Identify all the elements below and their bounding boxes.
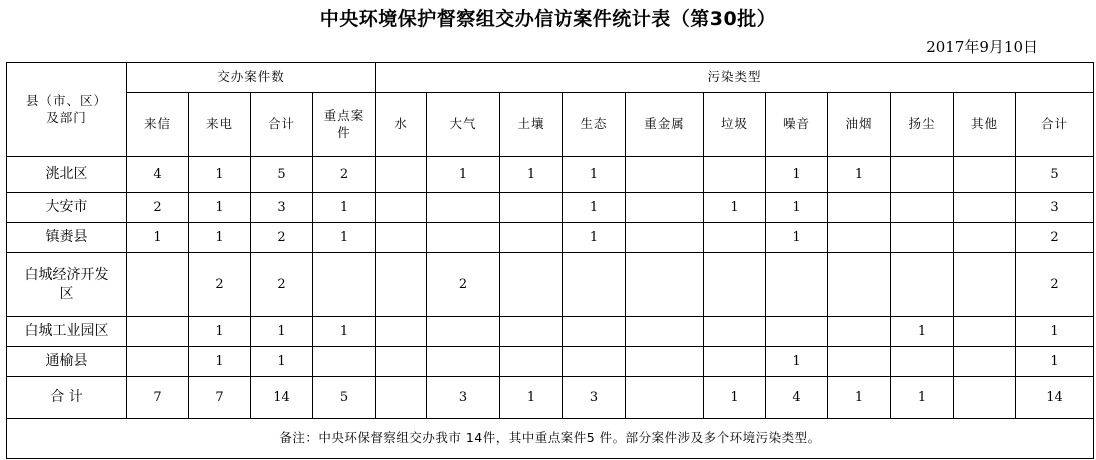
table-cell: 1	[127, 223, 189, 253]
table-cell: 2	[251, 253, 313, 317]
statistics-table	[6, 62, 1094, 459]
table-cell	[427, 317, 500, 347]
table-cell: 1	[189, 157, 251, 193]
group-header-cases: 交办案件数	[127, 63, 376, 93]
table-cell	[828, 253, 891, 317]
table-row	[7, 347, 1094, 377]
table-cell	[828, 317, 891, 347]
table-cell	[626, 317, 704, 347]
col-header-case-1: 来电	[189, 93, 251, 157]
table-row	[7, 193, 1094, 223]
table-cell	[954, 347, 1016, 377]
table-cell	[376, 317, 427, 347]
row-label: 白城经济开发区	[7, 253, 127, 317]
col-header-pollution-1: 大气	[427, 93, 500, 157]
table-cell	[704, 157, 766, 193]
table-cell: 1	[766, 223, 828, 253]
col-header-case-0: 来信	[127, 93, 189, 157]
col-header-pollution-8: 扬尘	[891, 93, 954, 157]
table-cell: 2	[127, 193, 189, 223]
row-label: 白城工业园区	[7, 317, 127, 347]
table-cell	[891, 157, 954, 193]
row-label: 洮北区	[7, 157, 127, 193]
table-cell: 1	[251, 317, 313, 347]
table-cell	[828, 347, 891, 377]
table-cell: 4	[766, 377, 828, 419]
col-header-pollution-2: 土壤	[500, 93, 563, 157]
table-cell: 5	[313, 377, 376, 419]
table-cell: 1	[313, 223, 376, 253]
table-cell: 1	[189, 193, 251, 223]
table-cell	[376, 377, 427, 419]
table-cell: 7	[189, 377, 251, 419]
table-cell	[954, 317, 1016, 347]
table-cell: 1	[766, 157, 828, 193]
table-cell	[376, 157, 427, 193]
table-cell: 1	[704, 193, 766, 223]
table-cell	[828, 223, 891, 253]
table-cell	[891, 347, 954, 377]
table-cell	[954, 223, 1016, 253]
table-cell	[954, 253, 1016, 317]
table-cell: 2	[313, 157, 376, 193]
table-cell: 1	[891, 317, 954, 347]
col-header-pollution-6: 噪音	[766, 93, 828, 157]
table-cell: 14	[1016, 377, 1094, 419]
table-cell: 1	[828, 157, 891, 193]
table-row	[7, 253, 1094, 317]
row-label: 合 计	[7, 377, 127, 419]
table-cell: 1	[500, 157, 563, 193]
table-cell	[376, 223, 427, 253]
table-cell: 1	[427, 157, 500, 193]
table-cell: 1	[500, 377, 563, 419]
table-cell: 2	[1016, 253, 1094, 317]
group-header-pollution: 污染类型	[376, 63, 1094, 93]
table-cell	[766, 317, 828, 347]
table-cell: 1	[189, 317, 251, 347]
table-cell: 3	[563, 377, 626, 419]
table-cell	[626, 223, 704, 253]
table-row	[7, 157, 1094, 193]
table-cell: 3	[427, 377, 500, 419]
table-cell: 2	[189, 253, 251, 317]
table-cell: 1	[766, 347, 828, 377]
table-cell	[427, 223, 500, 253]
row-label: 镇赉县	[7, 223, 127, 253]
table-cell	[376, 193, 427, 223]
table-cell	[954, 377, 1016, 419]
table-cell	[500, 347, 563, 377]
table-cell	[891, 193, 954, 223]
table-cell: 3	[251, 193, 313, 223]
table-cell	[376, 253, 427, 317]
col-header-case-3: 重点案件	[313, 93, 376, 157]
table-cell: 1	[828, 377, 891, 419]
col-header-pollution-3: 生态	[563, 93, 626, 157]
row-label: 大安市	[7, 193, 127, 223]
table-cell	[563, 347, 626, 377]
corner-header: 县（市、区）及部门	[7, 63, 127, 157]
row-label: 通榆县	[7, 347, 127, 377]
table-cell: 1	[313, 317, 376, 347]
table-cell	[427, 347, 500, 377]
table-cell	[891, 253, 954, 317]
table-cell	[704, 347, 766, 377]
table-cell	[500, 317, 563, 347]
table-cell: 1	[313, 193, 376, 223]
table-cell: 2	[1016, 223, 1094, 253]
table-cell: 4	[127, 157, 189, 193]
table-cell	[127, 253, 189, 317]
col-header-pollution-0: 水	[376, 93, 427, 157]
table-cell: 14	[251, 377, 313, 419]
table-cell: 2	[427, 253, 500, 317]
page-title: 中央环境保护督察组交办信访案件统计表（第30批）	[319, 8, 777, 30]
table-cell	[626, 253, 704, 317]
table-cell: 2	[251, 223, 313, 253]
table-row	[7, 317, 1094, 347]
table-cell: 7	[127, 377, 189, 419]
table-cell	[127, 347, 189, 377]
footnote: 备注：中央环保督察组交办我市 14件，其中重点案件5 件。部分案件涉及多个环境污染类型。	[7, 419, 1094, 459]
col-header-pollution-9: 其他	[954, 93, 1016, 157]
table-cell: 1	[563, 193, 626, 223]
table-cell	[891, 223, 954, 253]
table-cell: 5	[1016, 157, 1094, 193]
col-header-pollution-10: 合计	[1016, 93, 1094, 157]
table-cell	[626, 347, 704, 377]
table-cell	[500, 223, 563, 253]
table-cell	[704, 223, 766, 253]
table-cell	[626, 377, 704, 419]
table-row	[7, 223, 1094, 253]
table-cell: 1	[563, 223, 626, 253]
table-cell	[704, 253, 766, 317]
col-header-pollution-4: 重金属	[626, 93, 704, 157]
table-cell	[704, 317, 766, 347]
table-cell: 1	[189, 347, 251, 377]
table-cell: 1	[766, 193, 828, 223]
col-header-pollution-7: 油烟	[828, 93, 891, 157]
table-cell	[127, 317, 189, 347]
table-cell	[500, 193, 563, 223]
table-cell	[954, 157, 1016, 193]
table-cell	[626, 157, 704, 193]
table-cell	[954, 193, 1016, 223]
report-date: 2017年9月10日	[926, 38, 1038, 56]
col-header-case-2: 合计	[251, 93, 313, 157]
table-cell: 1	[1016, 347, 1094, 377]
table-cell	[766, 253, 828, 317]
table-row	[7, 377, 1094, 419]
table-cell: 1	[563, 157, 626, 193]
table-cell	[427, 193, 500, 223]
table-cell	[626, 193, 704, 223]
table-cell	[828, 193, 891, 223]
table-cell: 5	[251, 157, 313, 193]
table-cell: 1	[891, 377, 954, 419]
table-cell	[500, 253, 563, 317]
table-cell: 1	[251, 347, 313, 377]
table-cell: 1	[189, 223, 251, 253]
table-cell: 1	[1016, 317, 1094, 347]
table-cell	[376, 347, 427, 377]
table-cell	[313, 347, 376, 377]
table-cell	[313, 253, 376, 317]
table-cell: 1	[704, 377, 766, 419]
table-cell	[563, 253, 626, 317]
table-cell	[563, 317, 626, 347]
col-header-pollution-5: 垃圾	[704, 93, 766, 157]
table-cell: 3	[1016, 193, 1094, 223]
